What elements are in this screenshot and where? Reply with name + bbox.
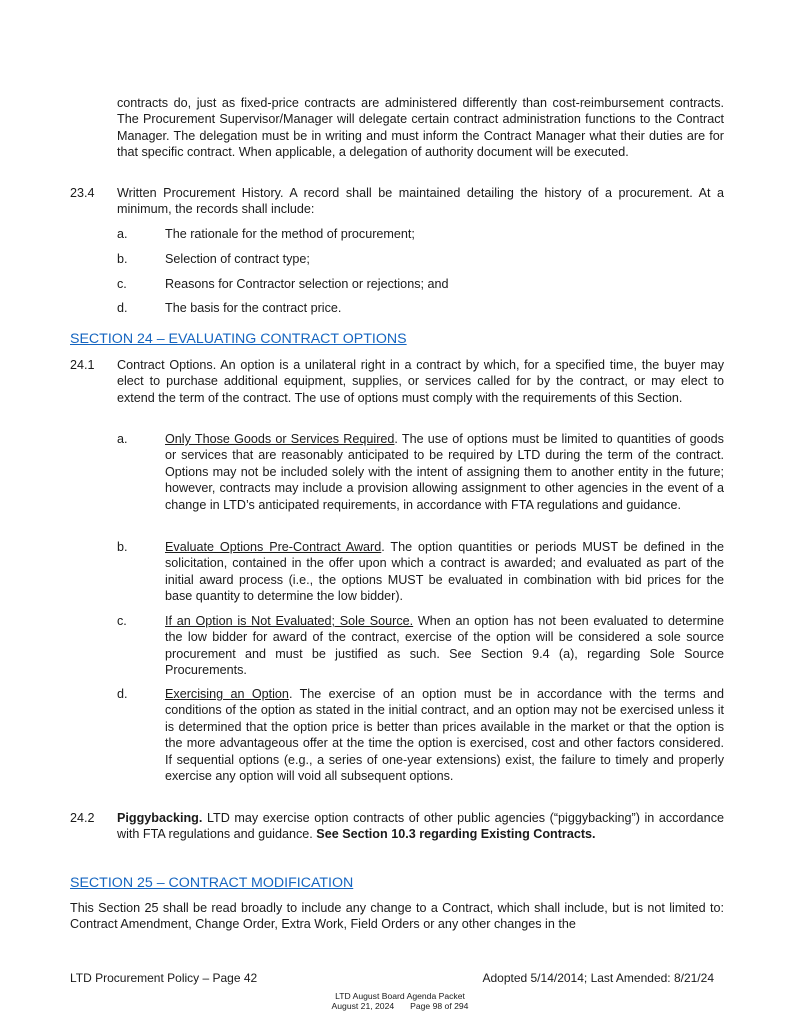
- list-item: The basis for the contract price.: [165, 301, 342, 315]
- list-letter: d.: [117, 687, 128, 701]
- clause-number: 24.2: [70, 811, 95, 825]
- list-item: Reasons for Contractor selection or rejections; and: [165, 277, 449, 291]
- clause-title: Piggybacking.: [117, 811, 203, 825]
- packet-date: August 21, 2024: [331, 1001, 395, 1011]
- option-item-d: [165, 686, 724, 784]
- section-24-heading[interactable]: SECTION 24 – EVALUATING CONTRACT OPTIONS: [70, 331, 407, 347]
- option-item-text: When an option has not been evaluated to determine the low bidder for award of the contract, exercise of the option will be considered a sole source procurement and must be justified as such. See Section 9.4 (a), regarding Sole Source Procurements.: [165, 614, 724, 678]
- option-item-b: [165, 539, 724, 605]
- packet-stamp-line1: LTD August Board Agenda Packet: [335, 991, 465, 1001]
- list-letter: c.: [117, 277, 127, 291]
- clause-body: LTD may exercise option contracts of other public agencies (“piggybacking”) in accordance with FTA regulations and guidance.: [117, 811, 724, 842]
- intro-paragraph: contracts do, just as fixed-price contracts are administered differently than cost-reimbursement contracts. The Procurement Supervisor/Manager will delegate certain contract administration functions to the Contract Manager. The delegation must be in writing and must inform the Contract Manager what their duties are for that specific contract. When applicable, a delegation of authority document will be executed.: [117, 96, 724, 160]
- option-item-text: . The use of options must be limited to quantities of goods or services that are reasonably anticipated to be required by LTD during the term of the contract. Options may not be included solely with the intent of assigning them to another entity in the future; however, contracts may include a provision allowing assignment to other agencies in the event of a change in LTD’s anticipated requirements, in accordance with FTA regulations and guidance.: [165, 432, 724, 512]
- section-25-heading[interactable]: SECTION 25 – CONTRACT MODIFICATION: [70, 875, 354, 891]
- clause-bold-tail: See Section 10.3 regarding Existing Contracts.: [316, 827, 596, 842]
- list-item: Selection of contract type;: [165, 252, 310, 266]
- packet-page: Page 98 of 294: [410, 1001, 469, 1011]
- clause-23-4-text: Written Procurement History. A record shall be maintained detailing the history of a procurement. At a minimum, the records shall include:: [117, 186, 724, 217]
- clause-24-2-text: [117, 810, 724, 843]
- option-item-title: Only Those Goods or Services Required: [165, 432, 395, 446]
- option-item-text: . The exercise of an option must be in accordance with the terms and conditions of the option as stated in the initial contract, and an option may not be exercised unless it is determined that the option price is better than prices available in the market or that the option is the more advantageous offer at the time the option is exercised, cost and other factors considered. If sequential options (e.g., a series of one-year extensions) exist, the failure to timely and properly exercise any option will void all subsequent options.: [165, 687, 724, 784]
- option-item-title: Exercising an Option: [165, 687, 289, 701]
- list-letter: a.: [117, 227, 128, 241]
- list-letter: b.: [117, 252, 128, 266]
- list-letter: d.: [117, 301, 128, 315]
- list-item: The rationale for the method of procurement;: [165, 227, 415, 241]
- packet-stamp-line2: [0, 1001, 800, 1011]
- option-item-text: . The option quantities or periods MUST be defined in the solicitation, contained in the offer upon which a contract is awarded; and evaluated as part of the initial award process (i.e., the options MUST be evaluated in combination with bid prices for the base quantity to determine the low bidder).: [165, 540, 724, 604]
- footer-right: Adopted 5/14/2014; Last Amended: 8/21/24: [482, 971, 714, 985]
- clause-24-1-text: Contract Options. An option is a unilateral right in a contract by which, for a specified time, the buyer may elect to purchase additional equipment, supplies, or services called for by the contract, or may elect to extend the term of the contract. The use of options must comply with the requirements of this Section.: [117, 358, 724, 405]
- list-letter: a.: [117, 432, 128, 446]
- option-item-a: [165, 431, 724, 513]
- clause-number: 23.4: [70, 186, 95, 200]
- option-item-title: Evaluate Options Pre-Contract Award: [165, 540, 382, 554]
- list-letter: b.: [117, 540, 128, 554]
- footer-left: LTD Procurement Policy – Page 42: [70, 971, 258, 985]
- option-item-c: [165, 613, 724, 679]
- section-25-text: This Section 25 shall be read broadly to include any change to a Contract, which shall include, but is not limited to: Contract Amendment, Change Order, Extra Work, Field Orders or any other changes in the: [70, 901, 724, 932]
- clause-number: 24.1: [70, 358, 95, 372]
- option-item-title: If an Option is Not Evaluated; Sole Source.: [165, 614, 414, 628]
- list-letter: c.: [117, 614, 127, 628]
